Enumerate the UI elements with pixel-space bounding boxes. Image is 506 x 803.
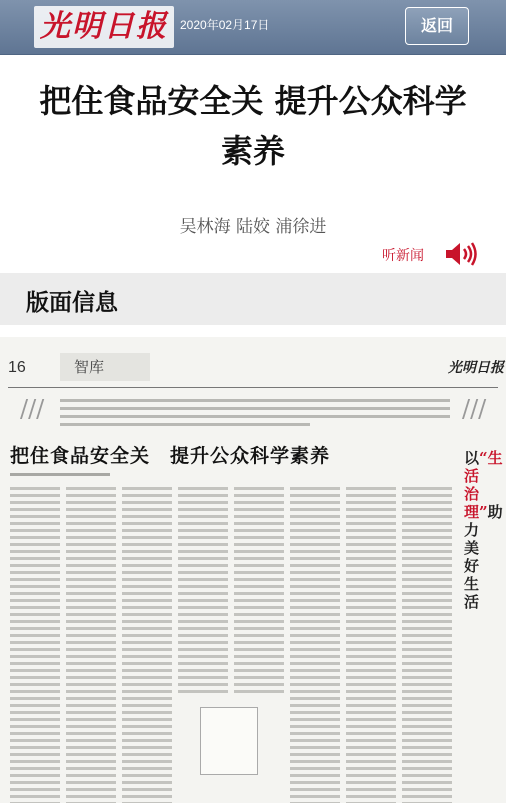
page-headline: 把住食品安全关 提升公众科学素养 xyxy=(10,445,331,467)
top-bar xyxy=(0,0,506,55)
article-authors: 吴林海 陆姣 浦徐进 xyxy=(179,217,327,237)
text-column xyxy=(122,485,172,803)
issue-date: 2020年02月17日 xyxy=(180,18,270,32)
article-title-line-1: 把住食品安全关 提升公众科学 xyxy=(39,82,467,120)
intro-text-lines xyxy=(60,397,450,431)
back-button[interactable]: 返回 xyxy=(405,7,469,45)
side-headline-part-3: 助力美好生活 xyxy=(464,503,503,611)
newspaper-page-image[interactable] xyxy=(0,337,506,803)
article-title-line-2: 素养 xyxy=(220,132,285,170)
text-column xyxy=(346,485,396,803)
side-headline-part-1: 以 xyxy=(464,449,480,467)
byline-lines xyxy=(10,473,110,479)
page-masthead: 光明日报 xyxy=(448,360,504,376)
page-section-name: 智库 xyxy=(60,353,150,381)
page-rule xyxy=(8,387,498,388)
text-column xyxy=(10,485,60,803)
section-bar xyxy=(0,273,506,325)
text-column xyxy=(402,485,452,803)
pull-quote-box xyxy=(200,707,258,775)
newspaper-logo: 光明日报 xyxy=(34,6,174,48)
article-title xyxy=(0,76,506,176)
page-number: 16 xyxy=(8,359,26,376)
side-headline-part-2: “生活治理” xyxy=(464,449,503,521)
listen-news-link[interactable]: 听新闻 xyxy=(382,248,424,264)
speaker-icon[interactable] xyxy=(443,240,479,268)
side-headline xyxy=(464,449,503,611)
slash-ornament-left: /// xyxy=(20,395,45,423)
slash-ornament-right: /// xyxy=(462,395,487,423)
text-column xyxy=(290,485,340,803)
section-title: 版面信息 xyxy=(26,290,118,316)
text-column xyxy=(66,485,116,803)
